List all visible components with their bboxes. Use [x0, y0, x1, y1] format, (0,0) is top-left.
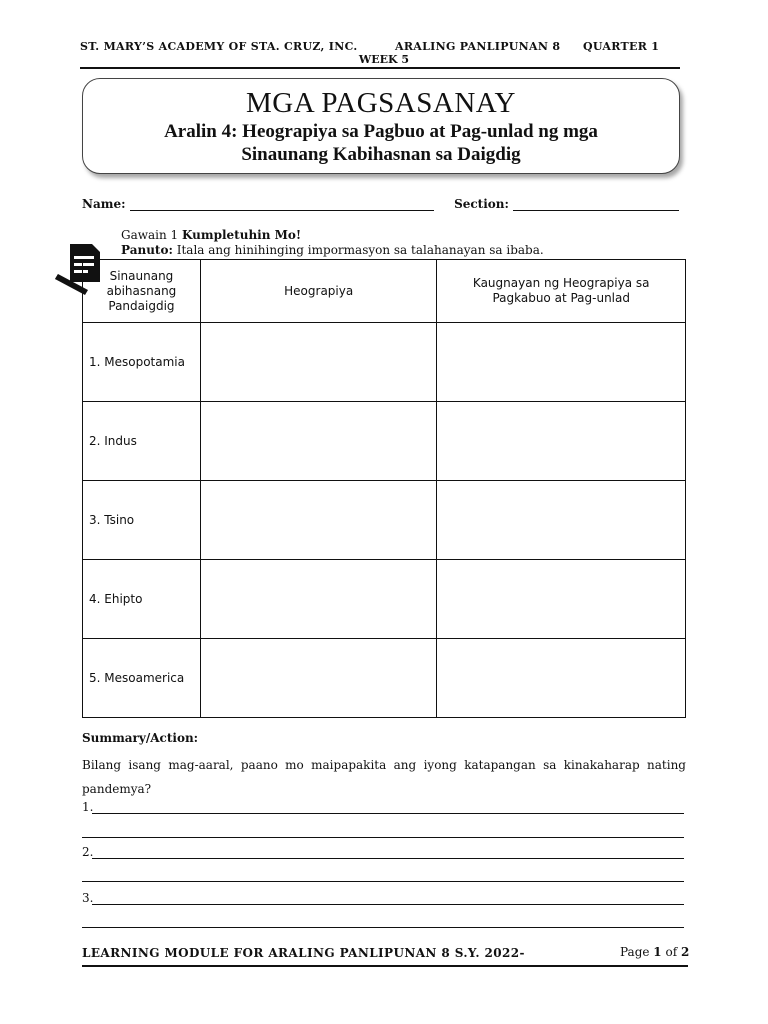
footer-divider	[82, 965, 688, 967]
geography-cell[interactable]	[200, 639, 437, 718]
answer-number: 2.	[82, 845, 94, 859]
summary-label: Summary/Action:	[82, 731, 199, 745]
name-label: Name:	[82, 197, 126, 211]
relation-cell[interactable]	[437, 560, 686, 639]
header-divider	[80, 67, 680, 69]
instructions	[121, 243, 544, 257]
geography-cell[interactable]	[200, 481, 437, 560]
summary-question: Bilang isang mag-aaral, paano mo maipapakita ang iyong katapangan sa kinakaharap nating pandemya?	[82, 758, 686, 796]
answer-line-3[interactable]	[82, 889, 684, 905]
name-field[interactable]	[130, 199, 434, 211]
answer-line-1[interactable]	[82, 798, 684, 814]
header-geography: Heograpiya	[200, 260, 437, 323]
relation-cell[interactable]	[437, 323, 686, 402]
section-field[interactable]	[513, 199, 679, 211]
table-row	[83, 639, 686, 718]
lesson-title-line1: Aralin 4: Heograpiya sa Pagbuo at Pag-unlad ng mga	[164, 121, 598, 142]
civilization-table	[82, 259, 686, 718]
activity-title	[121, 228, 301, 242]
school-name: ST. MARY’S ACADEMY OF STA. CRUZ, INC.	[80, 40, 358, 53]
footer-module: LEARNING MODULE FOR ARALING PANLIPUNAN 8 S.Y. 2022-	[82, 946, 525, 960]
page-title: MGA PAGSASANAY	[246, 87, 516, 119]
answer-line-2[interactable]	[82, 843, 684, 859]
quarter-label: QUARTER 1	[583, 40, 660, 53]
table-header-row	[83, 260, 686, 323]
row-label: 2. Indus	[83, 402, 201, 481]
row-label: 4. Ehipto	[83, 560, 201, 639]
activity-number: Gawain 1	[121, 228, 182, 242]
title-box	[82, 78, 680, 174]
geography-cell[interactable]	[200, 323, 437, 402]
instructions-text: Itala ang hinihinging impormasyon sa talahanayan sa ibaba.	[172, 243, 544, 257]
answer-number: 1.	[82, 800, 94, 814]
table-row	[83, 560, 686, 639]
section-label: Section:	[454, 197, 509, 211]
geography-cell[interactable]	[200, 560, 437, 639]
answer-number: 3.	[82, 891, 94, 905]
instructions-label: Panuto:	[121, 243, 173, 257]
geography-cell[interactable]	[200, 402, 437, 481]
answer-line-blank[interactable]	[82, 912, 684, 928]
subject-name: ARALING PANLIPUNAN 8	[395, 40, 561, 53]
row-label: 5. Mesoamerica	[83, 639, 201, 718]
relation-cell[interactable]	[437, 639, 686, 718]
row-label: 1. Mesopotamia	[83, 323, 201, 402]
week-label: WEEK 5	[358, 53, 410, 66]
answer-line-blank[interactable]	[82, 822, 684, 838]
header-civilization: Sinaunang abihasnang Pandaigdig	[83, 260, 201, 323]
activity-name: Kumpletuhin Mo!	[182, 228, 302, 242]
relation-cell[interactable]	[437, 481, 686, 560]
answer-line-blank[interactable]	[82, 866, 684, 882]
table-row	[83, 481, 686, 560]
lesson-title-line2: Sinaunang Kabihasnan sa Daigdig	[241, 144, 521, 165]
header-relation: Kaugnayan ng Heograpiya sa Pagkabuo at Pag-unlad	[437, 260, 686, 323]
relation-cell[interactable]	[437, 402, 686, 481]
table-row	[83, 402, 686, 481]
name-section-row	[82, 197, 679, 211]
row-label: 3. Tsino	[83, 481, 201, 560]
table-row	[83, 323, 686, 402]
page-number: Page 1 of 2	[620, 945, 690, 959]
